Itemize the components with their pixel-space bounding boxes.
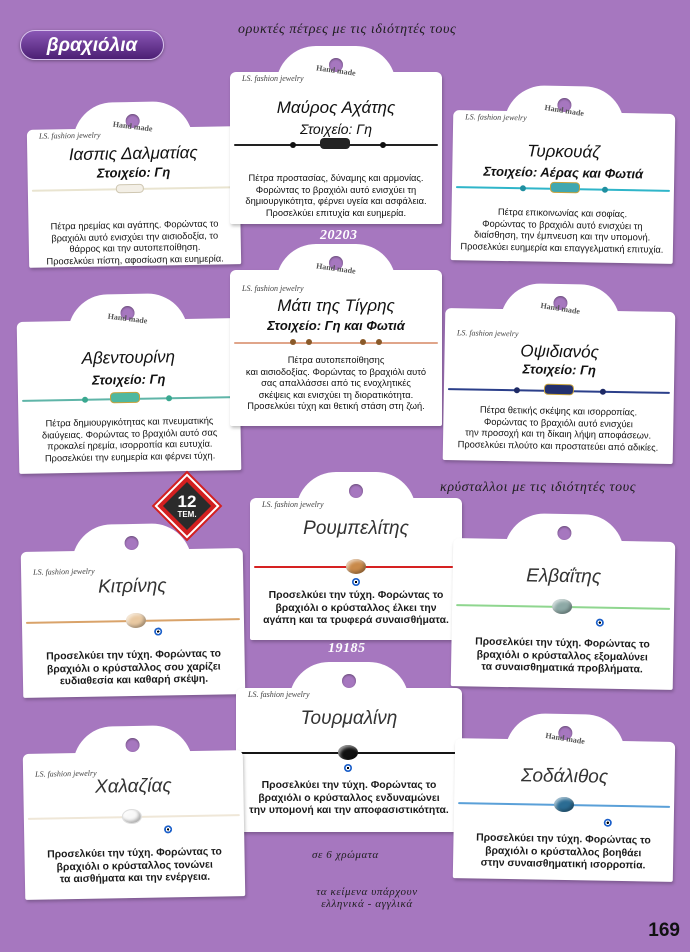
brand-label: LS. fashion jewelry xyxy=(33,566,95,577)
product-card-jasper[interactable] xyxy=(27,119,241,268)
product-element: Στοιχείο: Γη και Φωτιά xyxy=(267,318,405,333)
handmade-label: Hand made xyxy=(543,102,585,119)
evil-eye-charm xyxy=(604,819,612,827)
product-title: Ιασπις Δαλματίας xyxy=(68,142,198,165)
product-description: Προσελκύει την τύχη. Φορώντας το βραχιόλι ο κρύσταλλος βοηθάει στην συναισθηματική ισορροπία. xyxy=(476,832,651,872)
bracelet-bead xyxy=(550,182,580,194)
language-note: τα κείμενα υπάρχουν ελληνικά - αγγλικά xyxy=(316,886,418,910)
handmade-label: Hand made xyxy=(315,63,357,78)
product-title: Ρουμπελίτης xyxy=(303,518,409,539)
bracelet-bead xyxy=(376,339,382,345)
product-description: Πέτρα επικοινωνίας και σοφίας. Φορώντας το βραχιόλι αυτό ενισχύει τη διαίσθηση, την έμπνευση και την υπομονή. Προσελκύει ευημερία και επαγγελματική επιτυχία. xyxy=(460,206,664,255)
product-title: Χαλαζίας xyxy=(94,775,172,798)
product-title: Ελβαΐτης xyxy=(526,565,602,588)
product-card-elbaite[interactable] xyxy=(451,538,676,690)
bracelet-bead xyxy=(320,138,350,149)
product-description: Πέτρα προστασίας, δύναμης και αρμονίας. Φορώντας το βραχιόλι αυτό ενισχύει τη δημιουργικότητα, φέρνει υγεία και ασφάλεια. Προσελκύει επιτυχία και ευημερία. xyxy=(245,173,427,218)
bracelet-crystal xyxy=(346,559,366,574)
bracelet-bead xyxy=(514,387,520,393)
product-code-crystals: 19185 xyxy=(328,641,366,656)
product-description: Προσελκύει την τύχη. Φορώντας το βραχιόλι ο κρύσταλλος ενδυναμώνει την υπομονή και την αποφασιστικότητα. xyxy=(249,780,449,816)
product-description: Προσελκύει την τύχη. Φορώντας το βραχιόλι ο κρύσταλλος εξομαλύνει τα συναισθηματικά προβλήματα. xyxy=(475,636,650,676)
product-card-quartz[interactable] xyxy=(23,750,246,900)
product-card-black-agate[interactable] xyxy=(230,63,442,224)
product-element: Στοιχείο: Γη xyxy=(299,121,373,137)
brand-label: LS. fashion jewelry xyxy=(38,130,101,141)
product-card-sodalite[interactable] xyxy=(453,730,675,882)
product-title: Μάτι της Τίγρης xyxy=(277,296,395,315)
bracelet-bead xyxy=(290,142,296,148)
product-description: Πέτρα δημιουργικότητας και πνευματικής διαύγειας. Φορώντας το βραχιόλι αυτό σας προκαλεί ηρεμία, ισορροπία και ευτυχία. Προσελκύει την ευημερία και φέρνει τύχη. xyxy=(41,415,218,464)
bracelet-bead xyxy=(110,392,140,404)
brand-label: LS. fashion jewelry xyxy=(242,74,304,83)
handmade-label: Hand made xyxy=(107,311,148,326)
product-description: Πέτρα θετικής σκέψης και ισορροπίας. Φορώντας το βραχιόλι αυτό ενισχύει την προσοχή και τη δίκαιη λήψη αποφάσεων. Προσελκύει πλούτο και προστατεύει από αδικίες. xyxy=(457,404,659,453)
bracelet-bead xyxy=(520,185,526,191)
product-title: Οψιδιανός xyxy=(520,341,600,362)
bracelet-bead xyxy=(306,339,312,345)
bracelet-crystal xyxy=(126,613,146,628)
product-title: Τουρμαλίνη xyxy=(300,708,398,729)
colors-note: σε 6 χρώματα xyxy=(312,849,379,861)
product-card-aventurine[interactable] xyxy=(17,311,242,474)
evil-eye-charm xyxy=(352,578,360,586)
product-title: Κιτρίνης xyxy=(97,575,167,598)
brand-label: LS. fashion jewelry xyxy=(456,328,519,339)
heading-crystals: κρύσταλλοι με τις ιδιότητές τους xyxy=(440,480,637,495)
bracelet-bead xyxy=(380,142,386,148)
product-card-rubellite[interactable] xyxy=(250,498,462,640)
section-badge: βραχιόλια xyxy=(20,30,164,60)
product-description: Προσελκύει την τύχη. Φορώντας το βραχιόλι ο κρύσταλλος έλκει την αγάπη και τα τρυφερά συναισθήματα. xyxy=(263,590,449,626)
evil-eye-charm xyxy=(164,825,172,833)
brand-label: LS. fashion jewelry xyxy=(248,690,310,699)
bracelet-bead xyxy=(116,184,144,193)
handmade-label: Hand made xyxy=(112,119,153,134)
handmade-label: Hand made xyxy=(544,730,586,747)
brand-label: LS. fashion jewelry xyxy=(465,112,527,123)
product-element: Στοιχείο: Γη xyxy=(522,361,597,378)
bracelet-bead xyxy=(602,187,608,193)
bracelet-cord xyxy=(234,342,438,344)
brand-label: LS. fashion jewelry xyxy=(242,284,304,293)
product-description: Προσελκύει την τύχη. Φορώντας το βραχιόλι ο κρύσταλλος τονώνει τα αισθήματα και την ενέργεια. xyxy=(47,846,222,886)
handmade-label: Hand made xyxy=(315,261,357,276)
product-element: Στοιχείο: Αέρας και Φωτιά xyxy=(483,163,644,182)
brand-label: LS. fashion jewelry xyxy=(262,500,324,509)
product-title: Μαύρος Αχάτης xyxy=(276,98,396,117)
bracelet-bead xyxy=(166,395,172,401)
bracelet-bead xyxy=(360,339,366,345)
product-title: Τυρκουάζ xyxy=(527,141,601,162)
product-description: Πέτρα αυτοπεποίθησης και αισιοδοξίας. Φορώντας το βραχιόλι αυτό σας απαλλάσσει από τις ενοχλητικές σκέψεις και ενισχύει τη διορατικότητα. Προσελκύει τύχη και θετική στάση στη ζωή. xyxy=(245,355,427,412)
handmade-label: Hand made xyxy=(539,300,581,317)
product-code-stones: 20203 xyxy=(320,228,358,243)
quantity-badge-text: 12 ΤΕΜ. xyxy=(177,492,197,519)
evil-eye-charm xyxy=(344,764,352,772)
brand-label: LS. fashion jewelry xyxy=(35,768,97,779)
evil-eye-charm xyxy=(154,627,162,635)
product-title: Αβεντουρίνη xyxy=(81,347,176,368)
bracelet-crystal xyxy=(122,809,142,824)
page-number: 169 xyxy=(648,920,680,941)
bracelet-crystal xyxy=(552,599,572,614)
bracelet-crystal xyxy=(554,797,574,812)
product-card-turquoise[interactable] xyxy=(451,102,676,264)
heading-stones: ορυκτές πέτρες με τις ιδιότητές τους xyxy=(238,22,457,37)
bracelet-crystal xyxy=(338,745,358,760)
evil-eye-charm xyxy=(596,619,604,627)
product-card-obsidian[interactable] xyxy=(443,300,676,464)
product-description: Πέτρα ηρεμίας και αγάπης. Φορώντας το βραχιόλι αυτό ενισχύει την αισιοδοξία, το θάρρος και την αυτοπεποίθηση. Προσελκύει πίστη, αφοσίωση και ευημερία. xyxy=(46,218,224,267)
product-element: Στοιχείο: Γη xyxy=(96,164,171,181)
bracelet-bead xyxy=(600,389,606,395)
bracelet-bead xyxy=(290,339,296,345)
product-description: Προσελκύει την τύχη. Φορώντας το βραχιόλι ο κρύσταλλος σου χαρίζει ευδιαθεσία και καθαρή σκέψη. xyxy=(46,648,221,688)
product-card-tourmaline[interactable] xyxy=(236,688,462,832)
product-element: Στοιχείο: Γη xyxy=(91,371,166,388)
product-card-citrine[interactable] xyxy=(21,548,246,698)
product-card-tigers-eye[interactable] xyxy=(230,261,442,426)
bracelet-bead xyxy=(544,384,574,396)
bracelet-bead xyxy=(82,397,88,403)
product-title: Σοδάλιθος xyxy=(520,765,609,788)
